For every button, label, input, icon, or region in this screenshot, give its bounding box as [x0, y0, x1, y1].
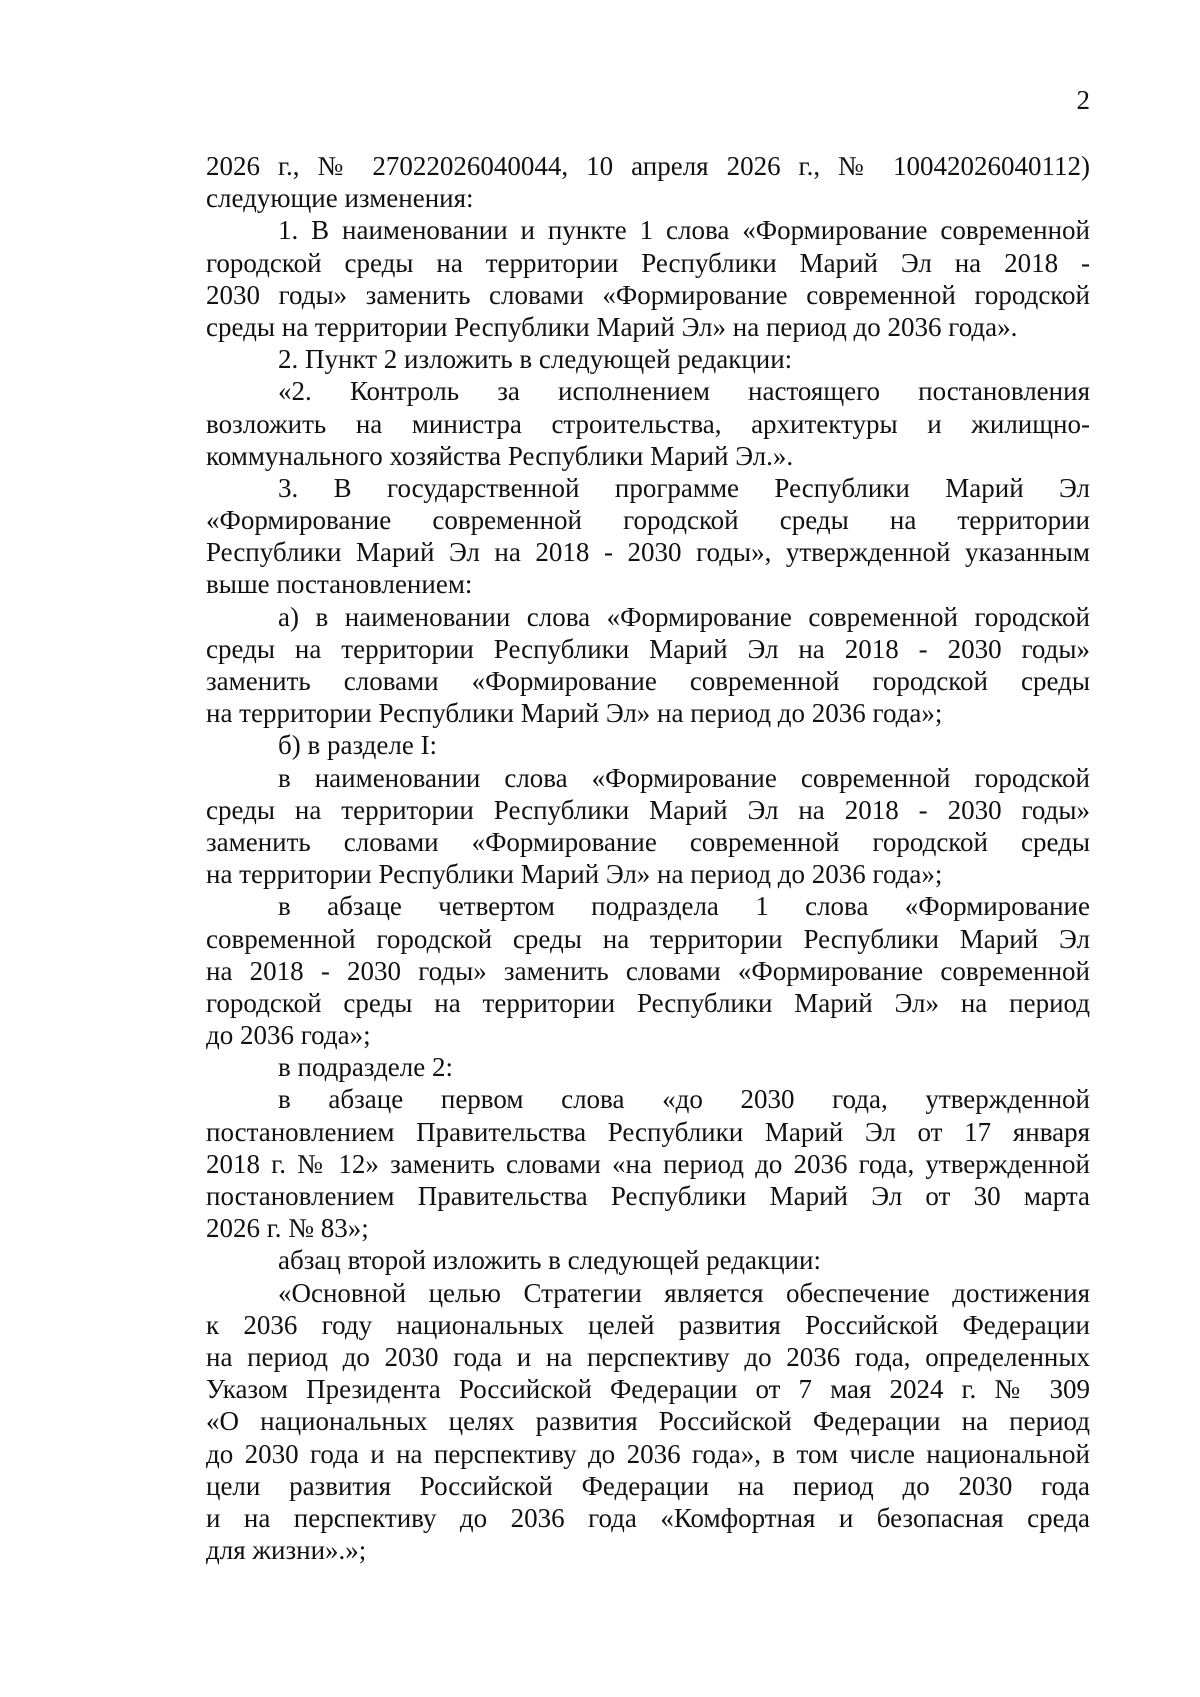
- text-line: цели развития Российской Федерации на период до 2030 года: [206, 1470, 1090, 1501]
- text-line: Указом Президента Российской Федерации от 7 мая 2024 г. № 309: [206, 1374, 1090, 1405]
- text-line: 2030 годы» заменить словами «Формирование современной городской: [206, 279, 1090, 310]
- text-line: в наименовании слова «Формирование современной городской: [278, 762, 1090, 793]
- text-line: постановлением Правительства Республики Марий Эл от 30 марта: [206, 1181, 1090, 1211]
- text-line: постановлением Правительства Республики Марий Эл от 17 января: [206, 1116, 1090, 1147]
- text-line: «Формирование современной городской среды на территории: [206, 505, 1090, 536]
- text-line: на территории Республики Марий Эл» на период до 2036 года»;: [206, 859, 943, 890]
- text-line: 2. Пункт 2 изложить в следующей редакции:: [278, 344, 793, 375]
- text-line: а) в наименовании слова «Формирование современной городской: [278, 601, 1090, 632]
- text-line: и на перспективу до 2036 года «Комфортная и безопасная среда: [206, 1502, 1090, 1533]
- text-line: выше постановлением:: [206, 569, 473, 600]
- text-line: городской среды на территории Республики Марий Эл» на период: [206, 987, 1090, 1018]
- text-line: до 2030 года и на перспективу до 2036 года», в том числе национальной: [206, 1438, 1090, 1469]
- text-line: к 2036 году национальных целей развития Российской Федерации: [206, 1309, 1090, 1340]
- text-line: заменить словами «Формирование современной городской среды: [206, 826, 1090, 857]
- text-line: «Основной целью Стратегии является обеспечение достижения: [278, 1277, 1090, 1308]
- text-line: на 2018 - 2030 годы» заменить словами «Формирование современной: [206, 955, 1090, 986]
- text-line: 2018 г. № 12» заменить словами «на период до 2036 года, утвержденной: [206, 1148, 1090, 1179]
- text-line: б) в разделе I:: [278, 730, 438, 761]
- text-line: возложить на министра строительства, архитектуры и жилищно-: [206, 408, 1090, 439]
- text-line: «2. Контроль за исполнением настоящего постановления: [278, 376, 1090, 407]
- text-line: городской среды на территории Республики Марий Эл на 2018 -: [206, 247, 1090, 278]
- text-line: среды на территории Республики Марий Эл на 2018 - 2030 годы»: [206, 633, 1090, 664]
- text-line: в подразделе 2:: [278, 1052, 453, 1083]
- text-line: коммунального хозяйства Республики Марий Эл.».: [206, 440, 794, 471]
- text-line: 3. В государственной программе Республики Марий Эл: [278, 472, 1090, 503]
- text-line: «О национальных целях развития Российской Федерации на период: [206, 1406, 1090, 1437]
- text-line: среды на территории Республики Марий Эл» на период до 2036 года».: [206, 311, 1018, 342]
- text-line: следующие изменения:: [206, 183, 474, 214]
- text-line: в абзаце первом слова «до 2030 года, утвержденной: [278, 1084, 1090, 1115]
- page-number: 2: [1076, 85, 1090, 115]
- text-line: абзац второй изложить в следующей редакции:: [278, 1245, 821, 1276]
- text-line: 1. В наименовании и пункте 1 слова «Формирование современной: [278, 215, 1090, 246]
- text-line: до 2036 года»;: [206, 1020, 371, 1051]
- text-line: заменить словами «Формирование современной городской среды: [206, 666, 1090, 696]
- text-line: современной городской среды на территории Республики Марий Эл: [206, 923, 1090, 954]
- text-line: на период до 2030 года и на перспективу до 2036 года, определенных: [206, 1341, 1090, 1372]
- text-line: Республики Марий Эл на 2018 - 2030 годы», утвержденной указанным: [206, 537, 1090, 568]
- text-line: 2026 г. № 83»;: [206, 1213, 369, 1244]
- text-line: в абзаце четвертом подраздела 1 слова «Формирование: [278, 891, 1090, 922]
- document-body: [206, 150, 1090, 1566]
- text-line: на территории Республики Марий Эл» на период до 2036 года»;: [206, 698, 943, 729]
- text-line: для жизни».»;: [206, 1535, 367, 1566]
- text-line: 2026 г., № 27022026040044, 10 апреля 2026 г., № 10042026040112): [206, 151, 1090, 181]
- text-line: среды на территории Республики Марий Эл на 2018 - 2030 годы»: [206, 794, 1090, 825]
